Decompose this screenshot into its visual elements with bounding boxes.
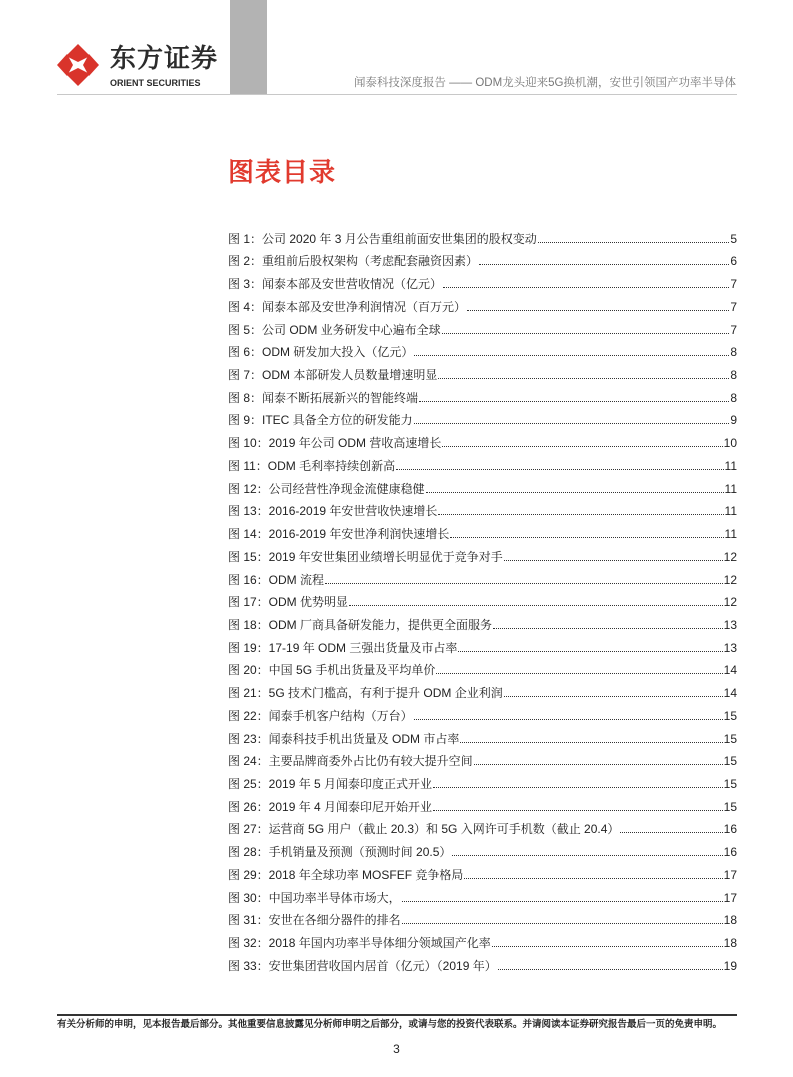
toc-entry-page[interactable]: 15 [723, 754, 737, 769]
toc-entry-page[interactable]: 12 [723, 572, 737, 587]
dot-leader [493, 628, 723, 629]
toc-entry[interactable] [228, 450, 737, 473]
toc-entry-label[interactable]: 图 8：闻泰不断拓展新兴的智能终端 [228, 390, 419, 405]
toc-entry-page[interactable]: 9 [730, 413, 737, 428]
toc-entry-page[interactable]: 8 [730, 345, 737, 360]
toc-entry[interactable] [228, 518, 737, 541]
toc-entry-label[interactable]: 图 4：闻泰本部及安世净利润情况（百万元） [228, 299, 467, 314]
toc-entry-page[interactable]: 15 [723, 708, 737, 723]
toc-entry-label[interactable]: 图 28：手机销量及预测（预测时间 20.5） [228, 845, 452, 860]
toc-entry[interactable] [228, 496, 737, 519]
toc-entry-label[interactable]: 图 23：闻泰科技手机出货量及 ODM 市占率 [228, 731, 460, 746]
toc-entry-label[interactable]: 图 3：闻泰本部及安世营收情况（亿元） [228, 277, 443, 292]
toc-entry[interactable] [228, 927, 737, 950]
toc-entry-page[interactable]: 10 [723, 436, 737, 451]
toc-entry-label[interactable]: 图 21：5G 技术门槛高，有利于提升 ODM 企业利润 [228, 686, 503, 701]
toc-entry-label[interactable]: 图 9：ITEC 具备全方位的研发能力 [228, 413, 413, 428]
toc-entry-page[interactable]: 8 [730, 368, 737, 383]
page-title: 图表目录 [228, 157, 337, 187]
toc-entry-page[interactable]: 7 [730, 322, 737, 337]
toc-entry[interactable] [228, 541, 737, 564]
toc-entry-page[interactable]: 11 [724, 458, 737, 473]
toc-entry[interactable] [228, 564, 737, 587]
toc-entry[interactable] [228, 882, 737, 905]
dot-leader [467, 310, 729, 311]
toc-entry-page[interactable]: 18 [723, 936, 737, 950]
dot-leader [414, 423, 730, 424]
toc-entry-page[interactable]: 13 [723, 617, 737, 632]
toc-entry[interactable] [228, 427, 737, 450]
toc-entry-page[interactable]: 13 [723, 640, 737, 655]
toc-entry[interactable] [228, 382, 737, 405]
toc-entry-label[interactable]: 图 16：ODM 流程 [228, 572, 325, 587]
dot-leader [504, 696, 723, 697]
toc-entry[interactable] [228, 814, 737, 837]
toc-entry[interactable] [228, 905, 737, 928]
toc-entry-page[interactable]: 7 [730, 299, 737, 314]
dot-leader [414, 719, 723, 720]
toc-entry-page[interactable]: 5 [730, 231, 737, 246]
dot-leader [464, 878, 722, 879]
header-gray-bar [230, 0, 267, 95]
toc-entry-page[interactable]: 19 [723, 958, 737, 973]
toc-entry[interactable] [228, 700, 737, 723]
dot-leader [460, 742, 722, 743]
toc-entry-page[interactable]: 8 [730, 390, 737, 405]
header-divider [57, 94, 737, 95]
toc-entry-page[interactable]: 15 [723, 731, 737, 746]
toc-entry-page[interactable]: 14 [723, 686, 737, 701]
toc-entry-page[interactable]: 16 [723, 822, 737, 837]
dot-leader [402, 923, 723, 924]
toc-entry-label[interactable]: 图 15：2019 年安世集团业绩增长明显优于竞争对手 [228, 549, 503, 564]
dot-leader [438, 378, 729, 379]
toc-entry-label[interactable]: 图 11：ODM 毛利率持续创新高 [228, 458, 396, 473]
toc-entry-page[interactable]: 17 [723, 890, 737, 905]
dot-leader [426, 492, 724, 493]
dot-leader [450, 537, 723, 538]
footer-divider [57, 1014, 737, 1016]
toc-entry[interactable] [228, 677, 737, 700]
toc-entry-label[interactable]: 图 10：2019 年公司 ODM 营收高速增长 [228, 436, 442, 451]
toc-entry[interactable] [228, 836, 737, 859]
toc-entry-page[interactable]: 6 [730, 254, 737, 269]
toc-entry[interactable] [228, 950, 737, 973]
toc-entry-page[interactable]: 11 [724, 527, 737, 542]
toc-entry-label[interactable]: 图 29：2018 年全球功率 MOSFEF 竞争格局 [228, 867, 464, 882]
toc-entry-label[interactable]: 图 19：17-19 年 ODM 三强出货量及市占率 [228, 640, 458, 655]
toc-entry-label[interactable]: 图 6：ODM 研发加大投入（亿元） [228, 345, 414, 360]
toc-entry-label[interactable]: 图 27：运营商 5G 用户（截止 20.3）和 5G 入网许可手机数（截止 20.4） [228, 822, 620, 837]
toc-entry-label[interactable]: 图 12：公司经营性净现金流健康稳健 [228, 481, 425, 496]
footer-disclaimer: 有关分析师的申明，见本报告最后部分。其他重要信息披露见分析师申明之后部分，或请与您的投资代表联系。并请阅读本证券研究报告最后一页的免责申明。 [57, 1019, 723, 1030]
toc-entry-label[interactable]: 图 26：2019 年 4 月闻泰印尼开始开业 [228, 799, 433, 814]
toc-entry[interactable] [228, 859, 737, 882]
toc-entry-page[interactable]: 16 [723, 845, 737, 860]
toc-entry[interactable] [228, 291, 737, 314]
toc-entry-label[interactable]: 图 1：公司 2020 年 3 月公告重组前面安世集团的股权变动 [228, 231, 537, 246]
toc-entry-label[interactable]: 图 2：重组前后股权架构（考虑配套融资因素） [228, 254, 479, 269]
dot-leader [479, 264, 729, 265]
page-number: 3 [393, 1042, 400, 1056]
toc-entry-page[interactable]: 12 [723, 549, 737, 564]
toc-entry-page[interactable]: 17 [723, 867, 737, 882]
logo-chinese-name: 东方证券 [110, 43, 219, 73]
toc-entry-label[interactable]: 图 7：ODM 本部研发人员数量增速明显 [228, 368, 438, 383]
toc-entry-label[interactable]: 图 5：公司 ODM 业务研发中心遍布全球 [228, 322, 441, 337]
dot-leader [325, 583, 723, 584]
toc-entry[interactable] [228, 359, 737, 382]
toc-entry[interactable] [228, 655, 737, 678]
toc-entry[interactable] [228, 473, 737, 496]
toc-entry-label[interactable]: 图 20：中国 5G 手机出货量及平均单价 [228, 663, 436, 678]
toc-entry[interactable] [228, 223, 737, 246]
dot-leader [402, 901, 723, 902]
figure-table-of-contents [228, 223, 737, 973]
toc-entry[interactable] [228, 723, 737, 746]
dot-leader [458, 651, 722, 652]
dot-leader [474, 764, 723, 765]
dot-leader [419, 401, 729, 402]
toc-entry-page[interactable]: 12 [723, 595, 737, 610]
toc-entry-page[interactable]: 15 [723, 799, 737, 814]
toc-entry[interactable] [228, 632, 737, 655]
toc-entry-label[interactable]: 图 22：闻泰手机客户结构（万台） [228, 708, 413, 723]
dot-leader [436, 673, 722, 674]
toc-entry[interactable] [228, 768, 737, 791]
toc-entry-label[interactable]: 图 25：2019 年 5 月闻泰印度正式开业 [228, 776, 433, 791]
toc-entry-label[interactable]: 图 18：ODM 厂商具备研发能力，提供更全面服务 [228, 617, 493, 632]
dot-leader [433, 787, 723, 788]
toc-entry-label[interactable]: 图 17：ODM 优势明显 [228, 595, 349, 610]
toc-entry[interactable] [228, 314, 737, 337]
toc-entry-page[interactable]: 11 [724, 481, 737, 496]
toc-entry[interactable] [228, 746, 737, 769]
toc-entry-page[interactable]: 11 [724, 504, 737, 519]
dot-leader [396, 469, 723, 470]
dot-leader [442, 446, 722, 447]
toc-entry[interactable] [228, 587, 737, 610]
toc-entry[interactable] [228, 246, 737, 269]
toc-entry-label[interactable]: 图 24：主要品牌商委外占比仍有较大提升空间 [228, 754, 473, 769]
company-logo [55, 42, 225, 88]
toc-entry-label[interactable]: 图 13：2016-2019 年安世营收快速增长 [228, 504, 438, 519]
toc-entry[interactable] [228, 791, 737, 814]
dot-leader [538, 242, 730, 243]
toc-entry-label[interactable]: 图 31：安世在各细分器件的排名 [228, 913, 401, 928]
dot-leader [433, 810, 723, 811]
dot-leader [492, 946, 723, 947]
dot-leader [414, 355, 729, 356]
toc-entry-label[interactable]: 图 33：安世集团营收国内居首（亿元）（2019 年） [228, 958, 497, 973]
toc-entry-page[interactable]: 7 [730, 277, 737, 292]
dot-leader [620, 832, 722, 833]
dot-leader [442, 333, 730, 334]
dot-leader [504, 560, 723, 561]
report-header-title: 闻泰科技深度报告 —— ODM龙头迎来5G换机潮，安世引领国产功率半导体 [353, 77, 736, 89]
toc-entry-label[interactable]: 图 32：2018 年国内功率半导体细分领域国产化率 [228, 936, 491, 950]
logo-english-name: ORIENT SECURITIES [110, 78, 201, 88]
toc-entry[interactable] [228, 609, 737, 632]
dot-leader [443, 287, 729, 288]
toc-entry-label[interactable]: 图 30：中国功率半导体市场大， [228, 890, 401, 905]
toc-entry-page[interactable]: 15 [723, 776, 737, 791]
toc-entry-page[interactable]: 18 [723, 913, 737, 928]
toc-entry-label[interactable]: 图 14：2016-2019 年安世净利润快速增长 [228, 527, 450, 542]
dot-leader [438, 514, 723, 515]
toc-entry[interactable] [228, 405, 737, 428]
toc-entry[interactable] [228, 268, 737, 291]
dot-leader [452, 855, 722, 856]
dot-leader [349, 605, 723, 606]
logo-mark-icon [55, 42, 101, 88]
toc-entry[interactable] [228, 337, 737, 360]
toc-entry-page[interactable]: 14 [723, 663, 737, 678]
dot-leader [498, 969, 723, 970]
